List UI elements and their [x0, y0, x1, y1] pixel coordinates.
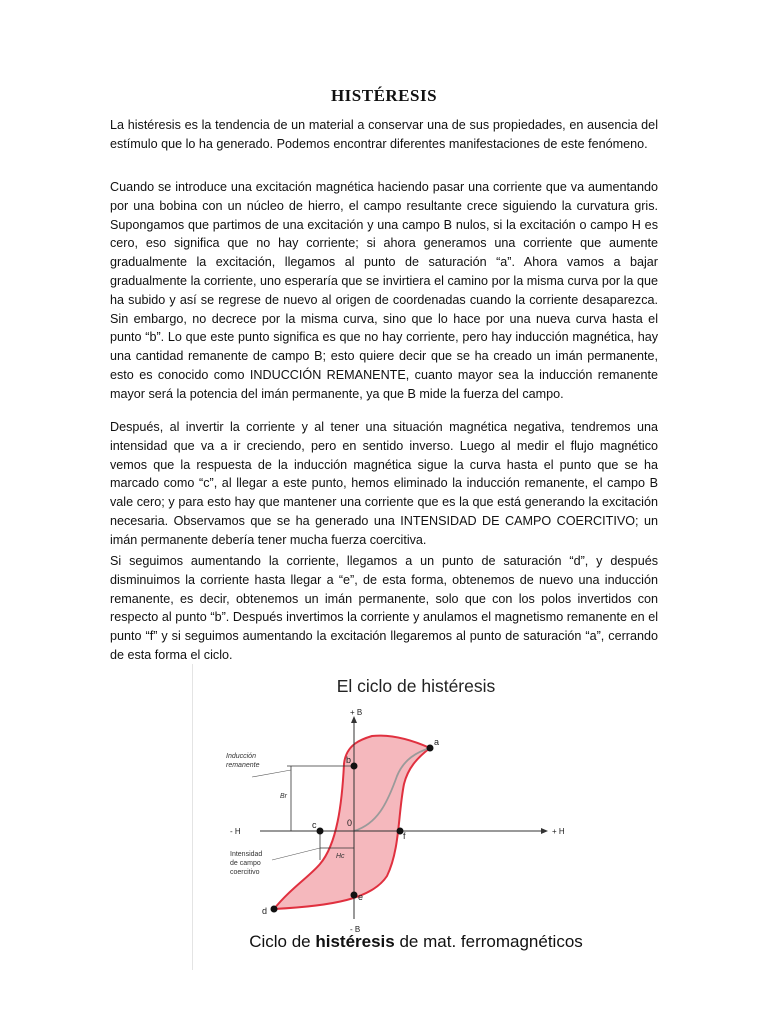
- paragraph-remanente: Cuando se introduce una excitación magnética haciendo pasar una corriente que va aumentando por una bobina con un núcleo de hierro, el campo resultante crece siguiendo la curvatura gris. Supongamos que partimos de una excitación y una campo B nulos, si la excitación o campo H es cero, eso significa que no hay corriente; si ahora generamos una corriente que aumente gradualmente la excitación, llegamos al punto de saturación “a”. Ahora vamos a bajar gradualmente la corriente, uno esperaría que se invirtiera el camino por la misma curva por la que ha subido y así se regrese de nuevo al origen de coordenadas cuando la corriente desaparezca. Sin embargo, no decrece por la misma curva, sino que lo hace por una nueva curva hasta el punto “b”. Lo que este punto significa es que no hay corriente, pero hay inducción magnética, hay una cantidad remanente de campo B; esto quiere decir que se ha creado un imán permanente, esto es conocido como INDUCCIÓN REMANENTE, cuanto mayor sea la inducción remanente mayor será la potencia del imán permanente, ya que B mide la fuerza del campo.: [110, 180, 658, 401]
- annotation-induccion-line2: remanente: [226, 762, 260, 769]
- paragraph-ciclo: Si seguimos aumentando la corriente, llegamos a un punto de saturación “d”, y después disminuimos la corriente hasta llegar a “e”, de esta forma, obtenemos de nuevo una inducción remanente, es decir, obtenemos un imán permanente, solo que con los polos invertidos con respecto al punto “b”. Después invertimos la corriente y anulamos el magnetismo remanente en el punto “f” y si seguimos aumentando la excitación llegaremos al punto de saturación “a”, cerrando de esta forma el ciclo.: [110, 554, 658, 662]
- point-e-label: e: [358, 892, 364, 902]
- caption-bold-word: histéresis: [315, 932, 395, 951]
- paragraph-coercitivo: Después, al invertir la corriente y al tener una situación magnética negativa, tendremos una intensidad que va a ir creciendo, pero en sentido inverso. Luego al medir el flujo magnético vemos que la respuesta de la inducción magnética sigue la curva hasta el punto que se ha marcado como “c”, al llegar a este punto, hemos eliminado la inducción remanente, el campo B vale cero; y para esto hay que mantener una corriente que es la que está generando la excitación necesaria. Observamos que se ha generado una INTENSIDAD DE CAMPO COERCITIVO; un imán permanente debería tener mucha fuerza coercitiva.: [110, 420, 658, 547]
- point-e-marker: [351, 892, 358, 899]
- coercive-pointer: [272, 848, 320, 860]
- annotation-hc: Hc: [336, 853, 345, 860]
- point-d-label: d: [262, 906, 268, 916]
- axis-label-minus-b: - B: [350, 925, 361, 934]
- annotation-intensidad-line2: de campo: [230, 860, 261, 867]
- point-c-marker: [317, 828, 324, 835]
- remanence-pointer: [252, 770, 291, 777]
- figure-caption: [192, 932, 640, 952]
- page-title: HISTÉRESIS: [330, 86, 438, 105]
- annotation-br: Br: [280, 793, 287, 800]
- annotation-intensidad-line1: Intensidad: [230, 851, 263, 858]
- point-f-label: f: [403, 831, 406, 841]
- h-axis-arrow: [541, 828, 548, 834]
- figure-border: [192, 664, 193, 970]
- axis-label-plus-h: + H: [552, 827, 565, 836]
- point-d-marker: [271, 906, 278, 913]
- paragraph-intro: La histéresis es la tendencia de un material a conservar una de sus propiedades, en ausencia del estímulo que lo ha generado. Podemos encontrar diferentes manifestaciones de este fenómeno.: [110, 118, 658, 151]
- annotation-induccion-line1: Inducción: [226, 753, 256, 760]
- b-axis-arrow: [351, 716, 357, 723]
- caption-prefix: Ciclo de: [249, 932, 316, 951]
- figure-title: El ciclo de histéresis: [336, 676, 496, 696]
- caption-suffix: de mat. ferromagnéticos: [394, 932, 583, 951]
- point-a-label: a: [434, 737, 440, 747]
- point-b-label: b: [346, 755, 352, 765]
- axis-label-plus-b: + B: [350, 708, 363, 717]
- hysteresis-diagram: [192, 664, 640, 970]
- hysteresis-figure: [192, 664, 640, 970]
- axis-label-minus-h: - H: [230, 827, 241, 836]
- annotation-intensidad-line3: coercitivo: [230, 869, 260, 876]
- point-c-label: c: [312, 820, 317, 830]
- point-a-marker: [427, 745, 434, 752]
- origin-label: 0: [347, 818, 353, 828]
- point-b-marker: [351, 763, 358, 770]
